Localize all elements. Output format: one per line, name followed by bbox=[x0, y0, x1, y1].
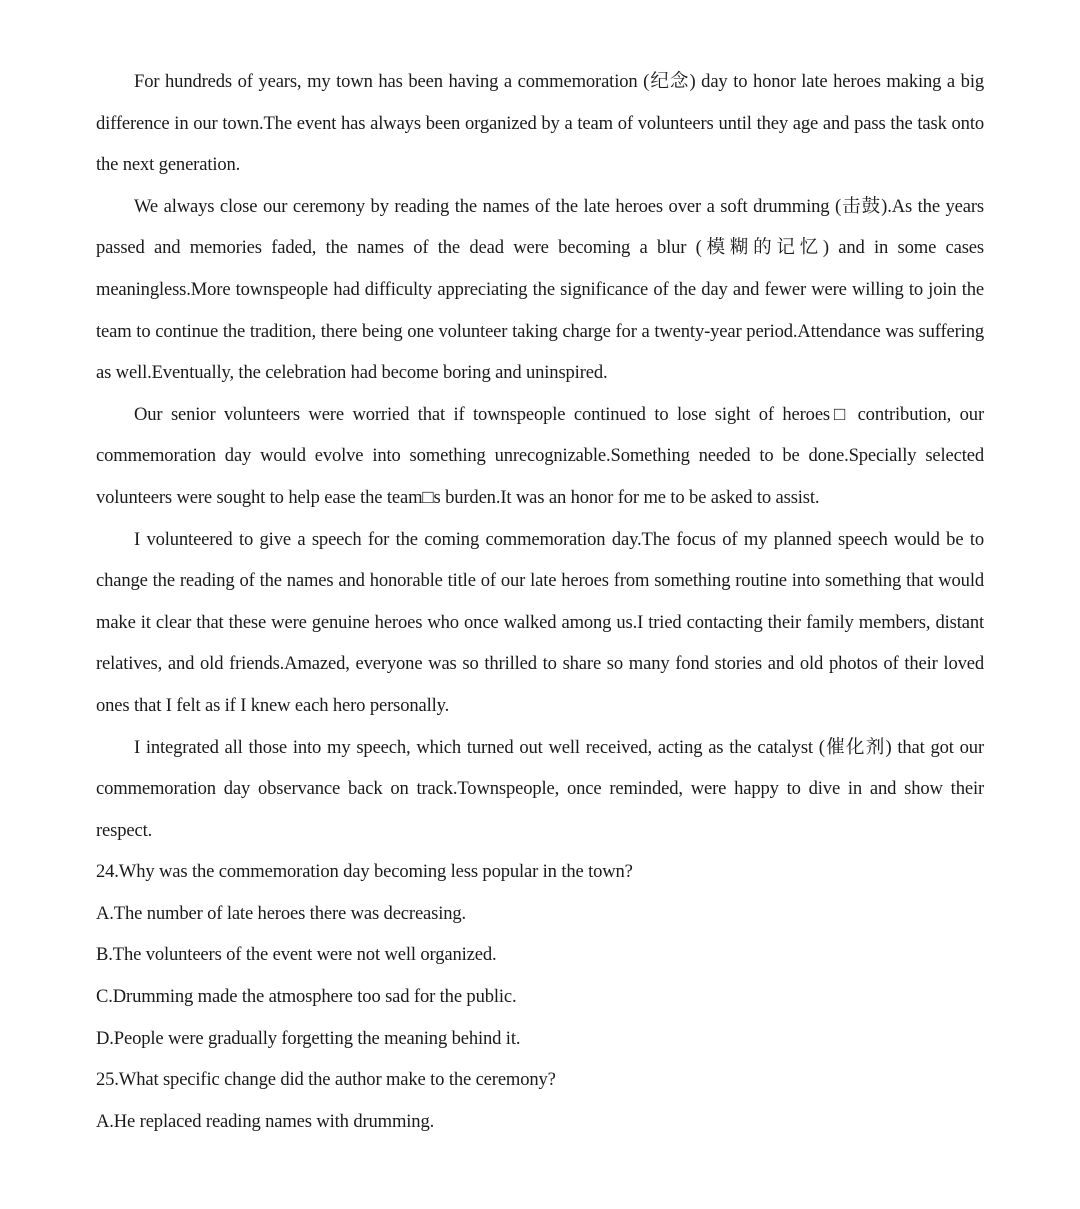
passage-paragraph-4: I volunteered to give a speech for the coming commemoration day.The focus of my planned speech would be to change the reading of the names and honorable title of our late heroes from something routine into something that would make it clear that these were genuine heroes who once walked among us.I tried contacting their family members, distant relatives, and old friends.Amazed, everyone was so thrilled to share so many fond stories and old photos of their loved ones that I felt as if I knew each hero personally. bbox=[96, 528, 984, 716]
passage-paragraph-3: Our senior volunteers were worried that if townspeople continued to lose sight of heroes□ contribution, our commemoration day would evolve into something unrecognizable.Something needed to be done.Specially selected volunteers were sought to help ease the team□s burden.It was an honor for me to be asked to assist. bbox=[96, 403, 984, 508]
question-25-option-a: A.He replaced reading names with drumming. bbox=[96, 1110, 435, 1132]
passage-paragraph-5: I integrated all those into my speech, which turned out well received, acting as the catalyst (催化剂) that got our commemoration day observance back on track.Townspeople, once reminded, were happy to dive in and show their respect. bbox=[96, 736, 984, 841]
question-24-option-a: A.The number of late heroes there was decreasing. bbox=[96, 902, 467, 924]
question-24-stem: 24.Why was the commemoration day becoming less popular in the town? bbox=[96, 861, 633, 883]
reading-passage bbox=[96, 61, 984, 851]
passage-paragraph-2: We always close our ceremony by reading the names of the late heroes over a soft drumming (击鼓).As the years passed and memories faded, the names of the dead were becoming a blur (模糊的记忆) and in some cases meaningless.More townspeople had difficulty appreciating the significance of the day and fewer were willing to join the team to continue the tradition, there being one volunteer taking charge for a twenty-year period.Attendance was suffering as well.Eventually, the celebration had become boring and uninspired. bbox=[96, 195, 984, 384]
question-24-option-c: C.Drumming made the atmosphere too sad for the public. bbox=[96, 986, 517, 1008]
question-24-option-d: D.People were gradually forgetting the meaning behind it. bbox=[96, 1027, 521, 1049]
question-25 bbox=[96, 1059, 984, 1142]
question-24-option-b: B.The volunteers of the event were not well organized. bbox=[96, 944, 497, 966]
passage-paragraph-1: For hundreds of years, my town has been having a commemoration (纪念) day to honor late heroes making a big difference in our town.The event has always been organized by a team of volunteers until they age and pass the task onto the next generation. bbox=[96, 71, 984, 176]
question-24 bbox=[96, 851, 984, 1059]
question-25-stem: 25.What specific change did the author make to the ceremony? bbox=[96, 1069, 556, 1091]
